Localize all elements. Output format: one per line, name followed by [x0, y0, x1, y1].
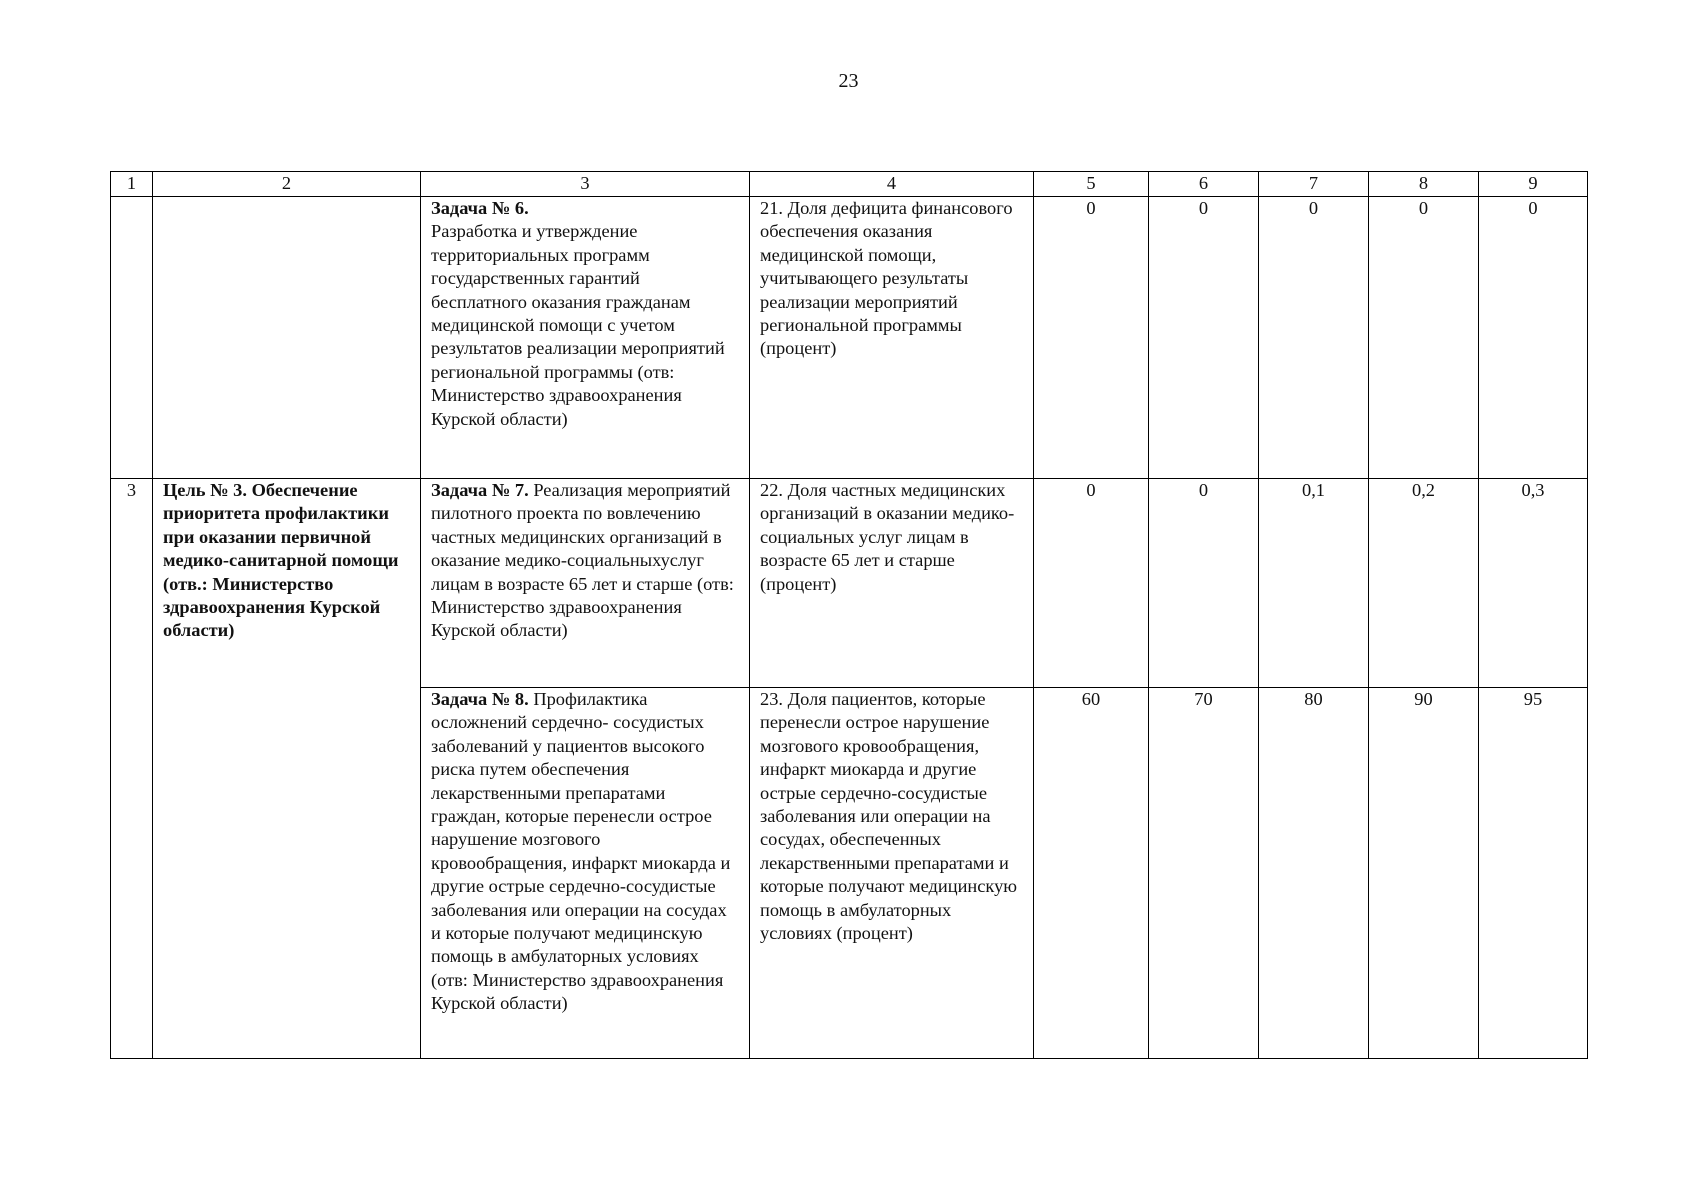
column-header: 7 — [1259, 172, 1369, 197]
value-cell: 80 — [1259, 688, 1369, 1059]
column-header: 8 — [1369, 172, 1479, 197]
task-title: Задача № 7. — [431, 480, 529, 500]
page-number: 23 — [838, 70, 859, 92]
goal-title: Цель № 3. Обеспечение приоритета профилактики при оказании первичной медико-санитарной помощи — [163, 480, 399, 571]
value-cell: 0 — [1369, 197, 1479, 479]
value-cell: 0 — [1259, 197, 1369, 479]
value-cell: 0 — [1479, 197, 1588, 479]
value-cell: 0,2 — [1369, 479, 1479, 688]
column-header: 2 — [153, 172, 421, 197]
value-cell: 90 — [1369, 688, 1479, 1059]
indicator-cell: 23. Доля пациентов, которые перенесли острое нарушение мозгового кровообращения, инфаркт миокарда и другие острые сердечно-сосудистые заболевания или операции на сосудах, обеспеченных лекарственными препаратами и которые получают медицинскую помощь в амбулаторных условиях (процент) — [750, 688, 1034, 1059]
column-header: 6 — [1149, 172, 1259, 197]
value-cell: 60 — [1034, 688, 1149, 1059]
row-number-cell — [111, 197, 153, 479]
table-row — [111, 197, 1588, 479]
column-header: 9 — [1479, 172, 1588, 197]
column-header: 4 — [750, 172, 1034, 197]
indicator-cell: 21. Доля дефицита финансового обеспечения оказания медицинской помощи, учитывающего результаты реализации мероприятий региональной программы (процент) — [750, 197, 1034, 479]
column-header: 1 — [111, 172, 153, 197]
table-row — [111, 479, 1588, 688]
value-cell: 70 — [1149, 688, 1259, 1059]
header-row — [111, 172, 1588, 197]
goal-responsible: (отв.: Министерство здравоохранения Курской области) — [163, 573, 381, 641]
indicator-cell: 22. Доля частных медицинских организаций в оказании медико-социальных услуг лицам в возрасте 65 лет и старше (процент) — [750, 479, 1034, 688]
column-header: 3 — [421, 172, 750, 197]
task-title: Задача № 8. — [431, 689, 529, 709]
value-cell: 95 — [1479, 688, 1588, 1059]
column-header: 5 — [1034, 172, 1149, 197]
task-cell — [421, 688, 750, 1059]
value-cell: 0 — [1034, 479, 1149, 688]
task-text: Реализация мероприятий пилотного проекта по вовлечению частных медицинских организаций в оказание медико-социальныхуслуг лицам в возрасте 65 лет и старше (отв: Министерство здравоохранения Курской области) — [431, 480, 734, 641]
value-cell: 0 — [1149, 197, 1259, 479]
task-text: Профилактика осложнений сердечно- сосудистых заболеваний у пациентов высокого риска путем обеспечения лекарственными препаратами граждан, которые перенесли острое нарушение мозгового кровообращения, инфаркт миокарда и другие острые сердечно-сосудистые заболевания или операции на сосудах и которые получают медицинскую помощь в амбулаторных условиях (отв: Министерство здравоохранения Курской области) — [431, 689, 731, 1014]
value-cell: 0,1 — [1259, 479, 1369, 688]
task-title: Задача № 6. — [431, 198, 529, 218]
task-text: Разработка и утверждение территориальных программ государственных гарантий бесплатного оказания гражданам медицинской помощи с учетом результатов реализации мероприятий региональной программы (отв: Министерство здравоохранения Курской области) — [431, 221, 725, 429]
row-number-cell: 3 — [111, 479, 153, 1059]
goal-cell — [153, 479, 421, 1059]
task-cell — [421, 479, 750, 688]
task-cell — [421, 197, 750, 479]
value-cell: 0,3 — [1479, 479, 1588, 688]
goal-cell — [153, 197, 421, 479]
indicators-table — [110, 171, 1588, 1059]
value-cell: 0 — [1149, 479, 1259, 688]
value-cell: 0 — [1034, 197, 1149, 479]
